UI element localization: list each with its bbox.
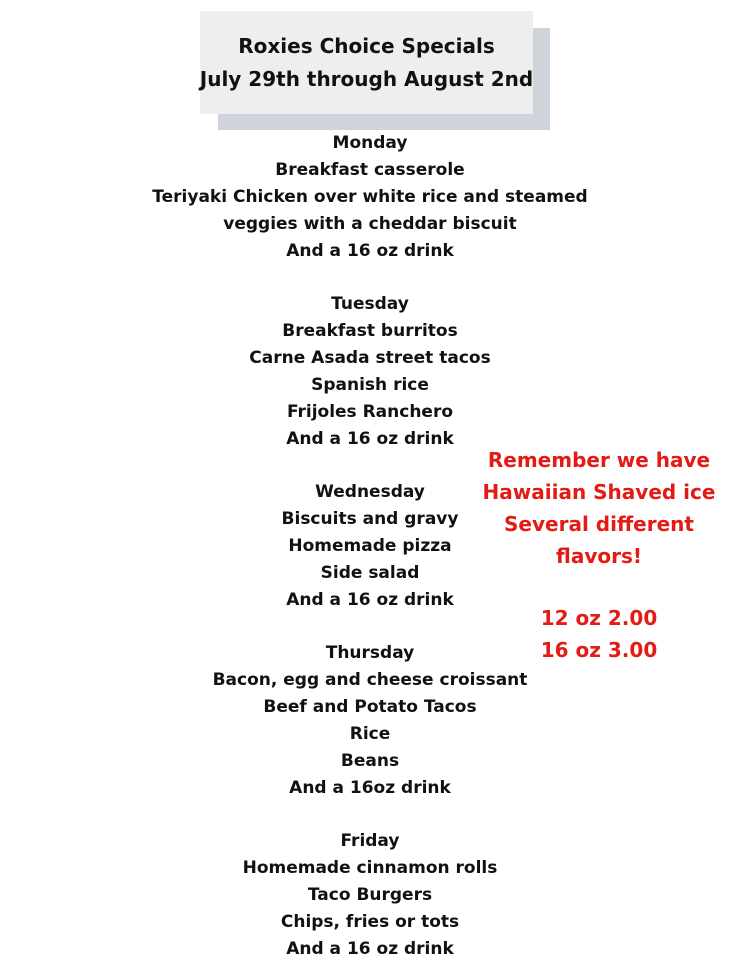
menu-item: And a 16oz drink <box>289 778 451 798</box>
date-range: July 29th through August 2nd <box>199 66 534 91</box>
shaved-ice-promo <box>478 444 720 666</box>
menu-item: Chips, fries or tots <box>280 912 460 932</box>
menu-item: Spanish rice <box>311 375 429 395</box>
menu-item: Breakfast casserole <box>275 160 465 180</box>
page-title: Roxies Choice Specials <box>238 33 495 58</box>
promo-line: Several different <box>504 512 694 536</box>
menu-item: Rice <box>349 724 391 744</box>
menu-item: Taco Burgers <box>307 885 433 905</box>
day-heading-wednesday: Wednesday <box>315 482 425 502</box>
promo-line: Remember we have <box>487 448 711 472</box>
menu-item: And a 16 oz drink <box>286 429 454 449</box>
day-heading-tuesday: Tuesday <box>331 294 409 314</box>
day-heading-thursday: Thursday <box>325 643 415 663</box>
menu-item: Teriyaki Chicken over white rice and steamed <box>152 187 588 207</box>
promo-line: flavors! <box>556 544 642 568</box>
menu-item: And a 16 oz drink <box>286 241 454 261</box>
price-12oz: 12 oz 2.00 <box>540 606 658 630</box>
menu-item: Bacon, egg and cheese croissant <box>212 670 528 690</box>
day-heading-monday: Monday <box>332 133 408 153</box>
menu-item: Side salad <box>320 563 420 583</box>
menu-item: Beans <box>340 751 400 771</box>
menu-item: Breakfast burritos <box>282 321 458 341</box>
promo-spacer <box>478 572 720 602</box>
menu-item: Homemade pizza <box>288 536 452 556</box>
price-16oz: 16 oz 3.00 <box>540 638 658 662</box>
promo-line: Hawaiian Shaved ice <box>482 480 716 504</box>
title-box <box>200 11 533 114</box>
menu-item: veggies with a cheddar biscuit <box>223 214 517 234</box>
menu-item: And a 16 oz drink <box>286 939 454 959</box>
menu-item: Biscuits and gravy <box>281 509 459 529</box>
menu-item: Beef and Potato Tacos <box>263 697 477 717</box>
menu-item: And a 16 oz drink <box>286 590 454 610</box>
menu-item: Homemade cinnamon rolls <box>242 858 498 878</box>
day-heading-friday: Friday <box>340 831 400 851</box>
menu-item: Frijoles Ranchero <box>286 402 454 422</box>
menu-item: Carne Asada street tacos <box>249 348 491 368</box>
